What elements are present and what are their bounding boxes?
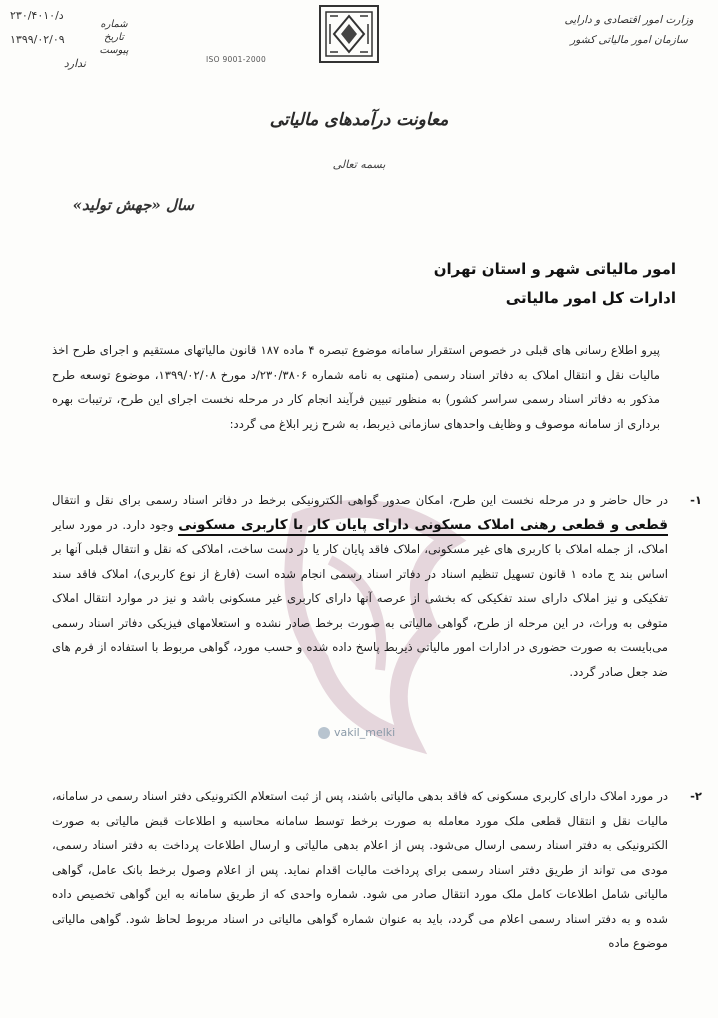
- ministry-header: [554, 10, 704, 50]
- recipient-primary: امور مالیاتی شهر و استان تهران: [433, 260, 676, 278]
- year-slogan: سال «جهش تولید»: [72, 196, 194, 214]
- deputy-title: معاونت درآمدهای مالیاتی: [269, 110, 449, 130]
- item-text: در مورد املاک دارای کاربری مسکونی که فاقد بدهی مالیاتی باشند، پس از ثبت استعلام الکترونیکی دفتر اسناد رسمی در سامانه، مالیات نقل و انتقال قطعی ملک مورد معامله به صورت برخط توسط سامانه محاسبه و اطلاعات قبض مالیاتی به صورت الکترونیکی به دفتر اسناد رسمی ارسال می‌شود. پس از اعلام بدهی مالیاتی و ارسال اطلاعات پرداخت به دفتر اسناد رسمی، مودی می تواند از طریق دفتر اسناد رسمی برای پرداخت مالیات اقدام نماید. پس از اعلام وصول برخط بانک عامل، گواهی مالیاتی شامل اطلاعات کامل ملک مورد انتقال صادر می شود. شماره واحدی که از طریق سامانه به این گواهی تخصیص داده شده و به دفتر اسناد رسمی اعلام می گردد، باید به عنوان شماره گواهی مالیاتی در اسناد مربوط لحاظ شود. گواهی مالیاتی موضوع ماده: [52, 789, 668, 950]
- emphasized-text: قطعی و قطعی رهنی املاک مسکونی دارای پایان کار با کاربری مسکونی: [178, 517, 668, 536]
- number-label: شماره: [100, 19, 128, 30]
- org-name: سازمان امور مالیاتی کشور: [570, 34, 688, 46]
- attachment-value: ندارد: [63, 57, 86, 70]
- attachment-label: پیوست: [99, 45, 129, 56]
- emblem-logo: [318, 4, 380, 64]
- watermark-handle: vakil_melki: [334, 726, 396, 739]
- list-item-2: [52, 784, 702, 956]
- item-text-before: در حال حاضر و در مرحله نخست این طرح، امکان صدور گواهی الکترونیکی برخط در دفاتر اسناد رسمی برای نقل و انتقال: [52, 493, 668, 507]
- item-text-after: وجود دارد. در مورد سایر املاک، از جمله املاک با کاربری های غیر مسکونی، املاک فاقد پایان کار یا در دست ساخت، املاکی که نقل و انتقال قبلی آنها بر اساس بند ج ماده ۱ قانون تسهیل تنظیم اسناد در دفاتر اسناد رسمی انجام شده است (فارغ از نوع کاربری)، املاک فاقد سند تفکیکی و نیز املاک دارای سند تفکیکی که بخشی از عرصه آنها دارای کاربری غیر مسکونی باشد و نیز در موارد انتقال املاک متوفی به وراث، در این مرحله از طرح، گواهی مالیاتی به صورت برخط صادر نشده و استعلامهای فیزیکی دفاتر اسناد رسمی می‌بایست به صورت حضوری در ادارات امور مالیاتی ذیربط پاسخ داده شده و حسب مورد، گواهی مربوط با استفاده از فرم های ضد جعل صادر گردد.: [52, 517, 669, 679]
- iso-mark: ISO 9001-2000: [206, 55, 267, 64]
- date-label: تاریخ: [104, 32, 124, 43]
- letter-meta-values: [10, 4, 100, 76]
- list-item-1: [52, 488, 702, 684]
- letter-number: ۲۳۰/۴۰۱۰/د: [10, 9, 64, 22]
- recipient-secondary: ادارات کل امور مالیاتی: [505, 289, 676, 307]
- invocation: بسمه تعالی: [332, 158, 386, 171]
- item-number: ۲-: [690, 789, 702, 803]
- ministry-name: وزارت امور اقتصادی و دارایی: [564, 14, 694, 26]
- watermark-caption: [318, 726, 395, 739]
- telegram-icon: [318, 727, 330, 739]
- letter-date: ۱۳۹۹/۰۲/۰۹: [10, 33, 65, 46]
- intro-paragraph: پیرو اطلاع رسانی های قبلی در خصوص استقرار سامانه موضوع تبصره ۴ ماده ۱۸۷ قانون مالیاتهای مستقیم و اجرای طرح اخذ مالیات نقل و انتقال املاک به دفاتر اسناد رسمی (منتهی به نامه شماره ۲۳۰/۳۸۰۶/د مورخ ۱۳۹۹/۰۲/۰۸، موضوع توسعه طرح مذکور به دفاتر اسناد رسمی سراسر کشور) به منظور تبیین فرآیند انجام کار در مرحله نخست اجرای این طرح، ترتیبات بهره برداری از سامانه موصوف و وظایف واحدهای سازمانی ذیربط، به شرح زیر ابلاغ می گردد:: [52, 343, 661, 431]
- item-number: ۱-: [690, 493, 702, 507]
